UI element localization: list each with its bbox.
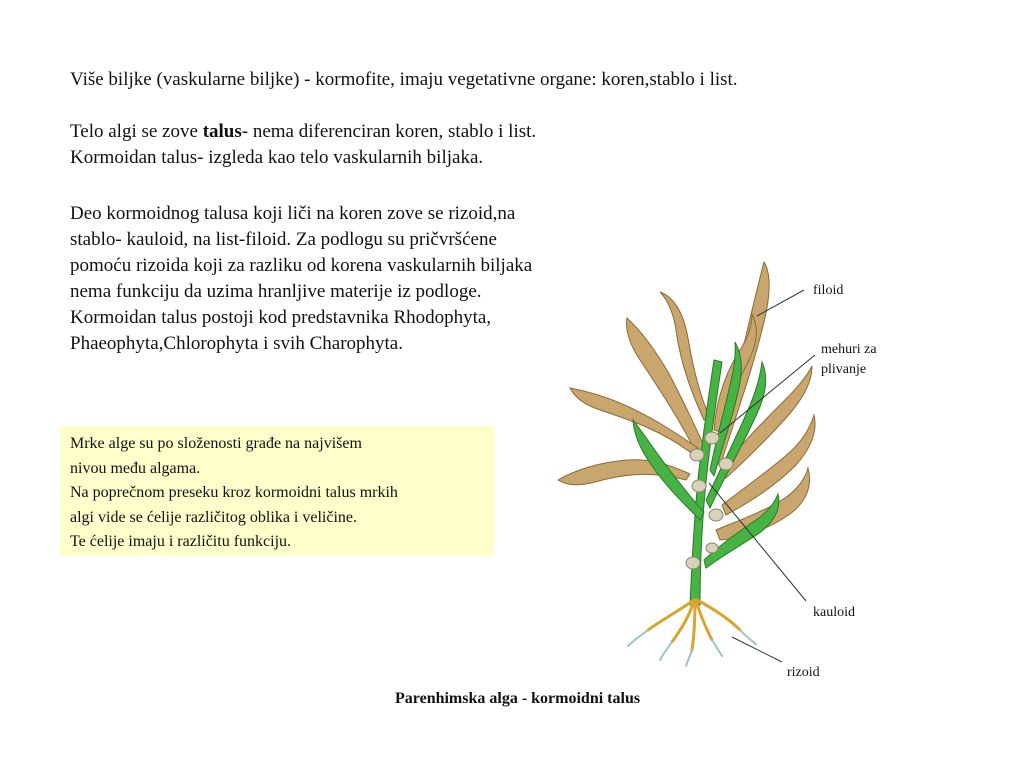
float-bladder — [690, 449, 704, 461]
float-bladder — [686, 557, 700, 569]
label-filoid: filoid — [813, 283, 844, 298]
label-floats — [821, 340, 877, 380]
float-bladder — [709, 509, 723, 521]
rhizoid-tip — [660, 642, 672, 660]
rhizoid-tip — [686, 650, 692, 666]
rizoid-holdfast — [648, 600, 740, 650]
float-bladder — [719, 458, 733, 470]
note-line: Mrke alge su po složenosti građe na najvišem — [70, 435, 362, 452]
figure-caption: Parenhimska alga - kormoidni talus — [395, 690, 641, 707]
note-line: nivou među algama. — [70, 459, 201, 477]
description-line: Phaeophyta,Chlorophyta i svih Charophyta. — [70, 333, 403, 354]
note-line: Na poprečnom preseku kroz kormoidni talus mrkih — [70, 484, 398, 501]
talus-line-2: Kormoidan talus- izgleda kao telo vaskularnih biljaka. — [70, 147, 484, 168]
label-kauloid: kauloid — [813, 605, 855, 620]
rizoid-leader — [732, 637, 782, 662]
label-floats-line-1: mehuri za — [821, 342, 877, 357]
note-line: algi vide se ćelije različitog oblika i veličine. — [70, 508, 357, 526]
description-line: Kormoidan talus postoji kod predstavnika Rhodophyta, — [70, 307, 492, 328]
talus-line-1-start: Telo algi se zove — [70, 121, 203, 142]
rhizoid-tip — [712, 640, 722, 656]
float-bladder — [692, 480, 706, 492]
float-bladder — [705, 432, 719, 444]
description-line: pomoću rizoida koji za razliku od korena vaskularnih biljaka — [70, 255, 533, 276]
rhizoid-tip — [628, 630, 648, 646]
rhizoid-branch — [697, 600, 740, 630]
description-line: nema funkciju da uzima hranljive materije iz podloge. — [70, 281, 482, 302]
description-line: stablo- kauloid, na list-filoid. Za podlogu su pričvršćene — [70, 229, 497, 250]
talus-term: talus — [202, 121, 242, 142]
note-line: Te ćelije imaju i različitu funkciju. — [70, 533, 292, 550]
label-floats-line-2: plivanje — [821, 362, 867, 377]
talus-line-1-end: - nema diferenciran koren, stablo i list. — [241, 121, 537, 142]
label-rizoid: rizoid — [787, 665, 820, 680]
intro-text: Više biljke (vaskularne biljke) - kormofite, imaju vegetativne organe: koren,stablo i list. — [70, 69, 738, 90]
float-bladder — [706, 543, 718, 553]
description-line: Deo kormoidnog talusa koji liči na koren zove se rizoid,na — [70, 203, 516, 224]
